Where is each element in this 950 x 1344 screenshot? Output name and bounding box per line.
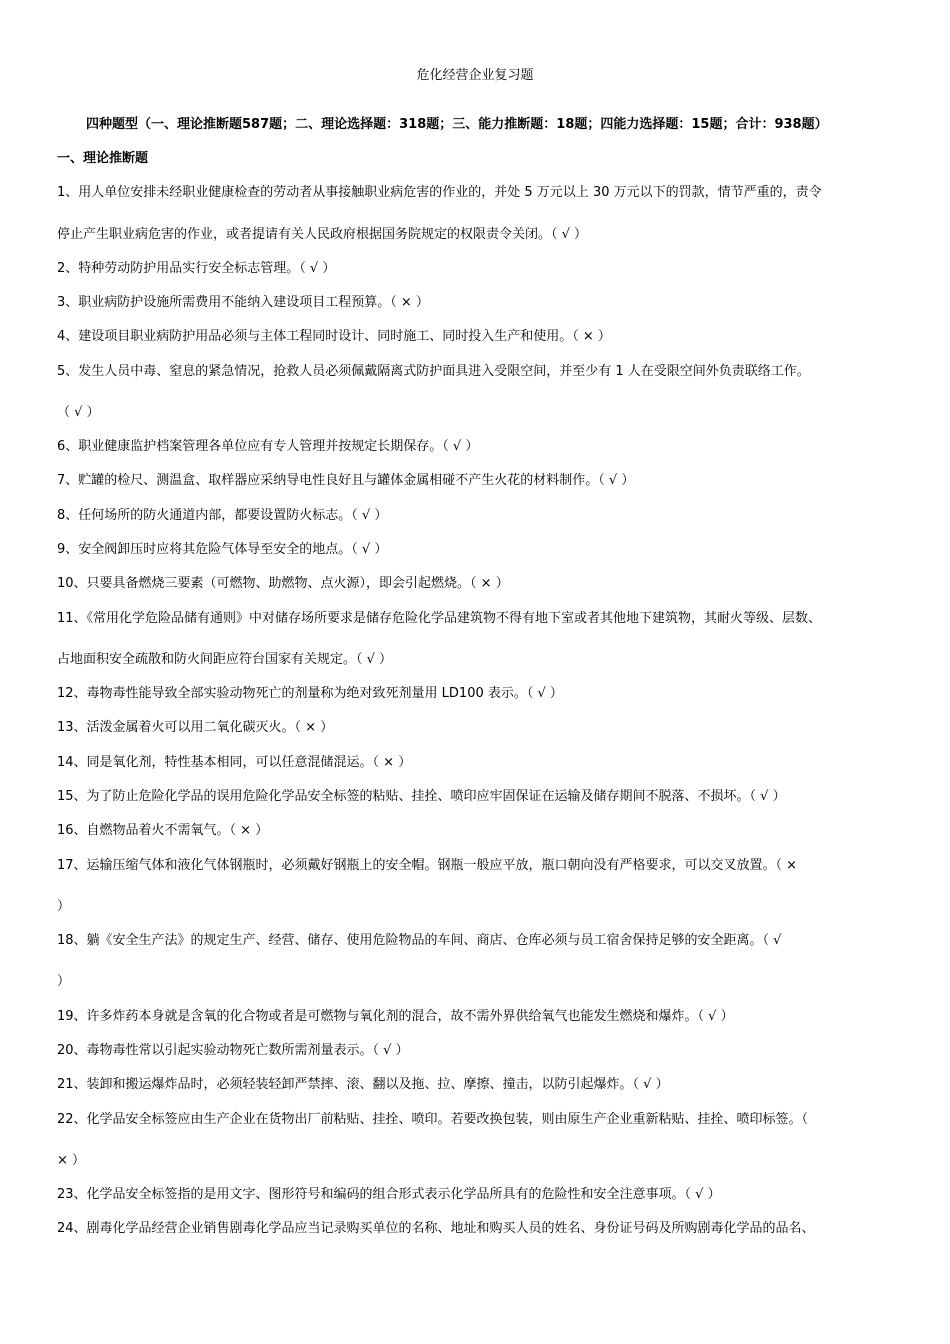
question-line: 停止产生职业病危害的作业，或者提请有关人民政府根据国务院规定的权限责令关闭。（ √ ） [57, 227, 588, 242]
question-line: 12、毒物毒性能导致全部实验动物死亡的剂量称为绝对致死剂量用 LD100 表示。（ √ ） [57, 686, 563, 701]
question-line: 14、同是氧化剂，特性基本相同，可以任意混储混运。（ × ） [57, 755, 412, 770]
question-line: 16、自燃物品着火不需氧气。（ × ） [57, 823, 269, 838]
question-line: 19、许多炸药本身就是含氧的化合物或者是可燃物与氧化剂的混合，故不需外界供给氧气也能发生燃烧和爆炸。（ √ ） [57, 1009, 734, 1024]
question-type-summary: 四种题型（一、理论推断题587题；二、理论选择题：318题；三、能力推断题：18题；四能力选择题：15题；合计：938题） [86, 117, 828, 132]
section-heading: 一、理论推断题 [57, 151, 149, 166]
question-line: 占地面积安全疏散和防火间距应符台国家有关规定。（ √ ） [57, 652, 393, 667]
question-line: 11、《常用化学危险品储有通则》中对储存场所要求是储存危险化学品建筑物不得有地下室或者其他地下建筑物，其耐火等级、层数、 [57, 611, 822, 626]
question-line: 1、用人单位安排未经职业健康检查的劳动者从事接触职业病危害的作业的，并处 5 万元以上 30 万元以下的罚款，情节严重的，责令 [57, 185, 822, 200]
question-line: 2、特种劳动防护用品实行安全标志管理。（ √ ） [57, 261, 336, 276]
question-line: 20、毒物毒性常以引起实验动物死亡数所需剂量表示。（ √ ） [57, 1043, 409, 1058]
question-line: ） [57, 899, 71, 914]
question-line: 5、发生人员中毒、窒息的紧急情况，抢救人员必须佩戴隔离式防护面具进入受限空间，并至少有 1 人在受限空间外负责联络工作。 [57, 364, 810, 379]
question-line: 23、化学品安全标签指的是用文字、图形符号和编码的组合形式表示化学品所具有的危险性和安全注意事项。（ √ ） [57, 1187, 721, 1202]
question-line: 10、只要具备燃烧三要素（可燃物、助燃物、点火源），即会引起燃烧。（ × ） [57, 576, 509, 591]
question-line: 8、任何场所的防火通道内部，都要设置防火标志。（ √ ） [57, 508, 388, 523]
question-line: ） [57, 974, 71, 989]
question-line: × ） [57, 1153, 86, 1168]
question-line: 13、活泼金属着火可以用二氧化碳灭火。（ × ） [57, 720, 334, 735]
question-line: （ √ ） [57, 405, 100, 420]
question-line: 24、剧毒化学品经营企业销售剧毒化学品应当记录购买单位的名称、地址和购买人员的姓名、身份证号码及所购剧毒化学品的品名、 [57, 1221, 815, 1236]
question-line: 15、为了防止危险化学品的误用危险化学品安全标签的粘贴、挂拴、喷印应牢固保证在运输及储存期间不脱落、不损坏。（ √ ） [57, 789, 786, 804]
question-line: 6、职业健康监护档案管理各单位应有专人管理并按规定长期保存。（ √ ） [57, 439, 479, 454]
question-line: 9、安全阀卸压时应将其危险气体导至安全的地点。（ √ ） [57, 542, 388, 557]
question-line: 7、贮罐的检尺、测温盒、取样器应采纳导电性良好且与罐体金属相碰不产生火花的材料制作。（ √ ） [57, 473, 635, 488]
question-line: 18、躺《安全生产法》的规定生产、经营、储存、使用危险物品的车间、商店、仓库必须与员工宿舍保持足够的安全距离。（ √ [57, 933, 782, 948]
question-line: 3、职业病防护设施所需费用不能纳入建设项目工程预算。（ × ） [57, 295, 429, 310]
document-title: 危化经营企业复习题 [416, 68, 534, 83]
question-line: 17、运输压缩气体和液化气体钢瓶时，必须戴好钢瓶上的安全帽。钢瓶一般应平放，瓶口朝向没有严格要求，可以交叉放置。（ × [57, 858, 798, 873]
question-line: 22、化学品安全标签应由生产企业在货物出厂前粘贴、挂拴、喷印。若要改换包装，则由原生产企业重新粘贴、挂拴、喷印标签。（ [57, 1112, 809, 1127]
question-line: 4、建设项目职业病防护用品必须与主体工程同时设计、同时施工、同时投入生产和使用。（ × ） [57, 329, 611, 344]
question-line: 21、装卸和搬运爆炸品时，必须轻装轻卸严禁摔、滚、翻以及拖、拉、摩擦、撞击，以防引起爆炸。（ √ ） [57, 1077, 669, 1092]
